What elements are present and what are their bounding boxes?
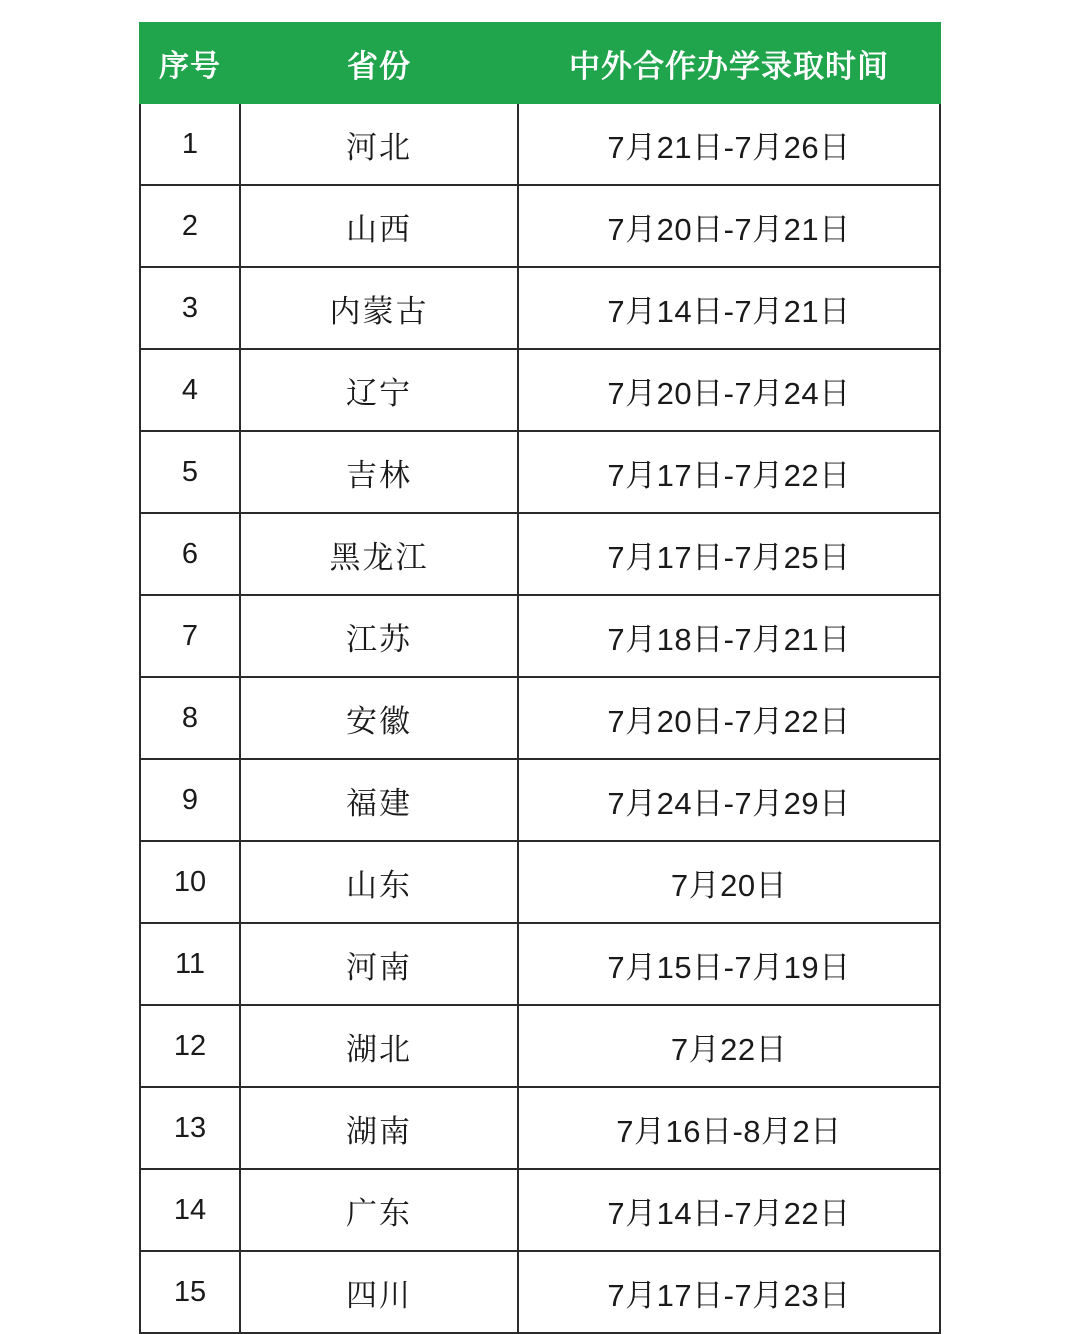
cell-province: 山西 bbox=[240, 185, 518, 267]
cell-province: 安徽 bbox=[240, 677, 518, 759]
cell-time: 7月17日-7月23日 bbox=[518, 1251, 940, 1333]
cell-index: 12 bbox=[140, 1005, 240, 1087]
table-header-row bbox=[140, 23, 940, 103]
cell-index: 4 bbox=[140, 349, 240, 431]
cell-time: 7月14日-7月22日 bbox=[518, 1169, 940, 1251]
admission-schedule-table bbox=[139, 22, 941, 1334]
column-header-index: 序号 bbox=[140, 23, 240, 103]
cell-time: 7月20日 bbox=[518, 841, 940, 923]
cell-index: 11 bbox=[140, 923, 240, 1005]
cell-index: 14 bbox=[140, 1169, 240, 1251]
cell-province: 辽宁 bbox=[240, 349, 518, 431]
cell-index: 8 bbox=[140, 677, 240, 759]
cell-province: 山东 bbox=[240, 841, 518, 923]
table-row bbox=[140, 267, 940, 349]
cell-province: 河南 bbox=[240, 923, 518, 1005]
table-row bbox=[140, 677, 940, 759]
cell-index: 9 bbox=[140, 759, 240, 841]
cell-index: 10 bbox=[140, 841, 240, 923]
cell-index: 5 bbox=[140, 431, 240, 513]
cell-time: 7月18日-7月21日 bbox=[518, 595, 940, 677]
table-row bbox=[140, 185, 940, 267]
cell-province: 内蒙古 bbox=[240, 267, 518, 349]
cell-province: 江苏 bbox=[240, 595, 518, 677]
table-row bbox=[140, 103, 940, 185]
table-header bbox=[140, 23, 940, 103]
cell-index: 15 bbox=[140, 1251, 240, 1333]
cell-time: 7月20日-7月21日 bbox=[518, 185, 940, 267]
cell-time: 7月20日-7月22日 bbox=[518, 677, 940, 759]
cell-time: 7月20日-7月24日 bbox=[518, 349, 940, 431]
table-row bbox=[140, 1087, 940, 1169]
table-row bbox=[140, 1169, 940, 1251]
cell-index: 6 bbox=[140, 513, 240, 595]
column-header-time: 中外合作办学录取时间 bbox=[518, 23, 940, 103]
cell-province: 福建 bbox=[240, 759, 518, 841]
cell-time: 7月22日 bbox=[518, 1005, 940, 1087]
cell-time: 7月17日-7月25日 bbox=[518, 513, 940, 595]
cell-time: 7月21日-7月26日 bbox=[518, 103, 940, 185]
cell-index: 3 bbox=[140, 267, 240, 349]
cell-province: 吉林 bbox=[240, 431, 518, 513]
cell-province: 河北 bbox=[240, 103, 518, 185]
table-row bbox=[140, 759, 940, 841]
cell-province: 湖南 bbox=[240, 1087, 518, 1169]
cell-province: 湖北 bbox=[240, 1005, 518, 1087]
cell-index: 2 bbox=[140, 185, 240, 267]
column-header-province: 省份 bbox=[240, 23, 518, 103]
table-body bbox=[140, 103, 940, 1333]
cell-index: 7 bbox=[140, 595, 240, 677]
table-row bbox=[140, 431, 940, 513]
table-row bbox=[140, 513, 940, 595]
cell-province: 四川 bbox=[240, 1251, 518, 1333]
cell-index: 13 bbox=[140, 1087, 240, 1169]
table-row bbox=[140, 923, 940, 1005]
table-row bbox=[140, 1251, 940, 1333]
cell-time: 7月16日-8月2日 bbox=[518, 1087, 940, 1169]
table-row bbox=[140, 349, 940, 431]
cell-province: 广东 bbox=[240, 1169, 518, 1251]
table-row bbox=[140, 1005, 940, 1087]
cell-index: 1 bbox=[140, 103, 240, 185]
cell-time: 7月24日-7月29日 bbox=[518, 759, 940, 841]
cell-time: 7月15日-7月19日 bbox=[518, 923, 940, 1005]
cell-province: 黑龙江 bbox=[240, 513, 518, 595]
table-row bbox=[140, 595, 940, 677]
cell-time: 7月17日-7月22日 bbox=[518, 431, 940, 513]
table-row bbox=[140, 841, 940, 923]
cell-time: 7月14日-7月21日 bbox=[518, 267, 940, 349]
